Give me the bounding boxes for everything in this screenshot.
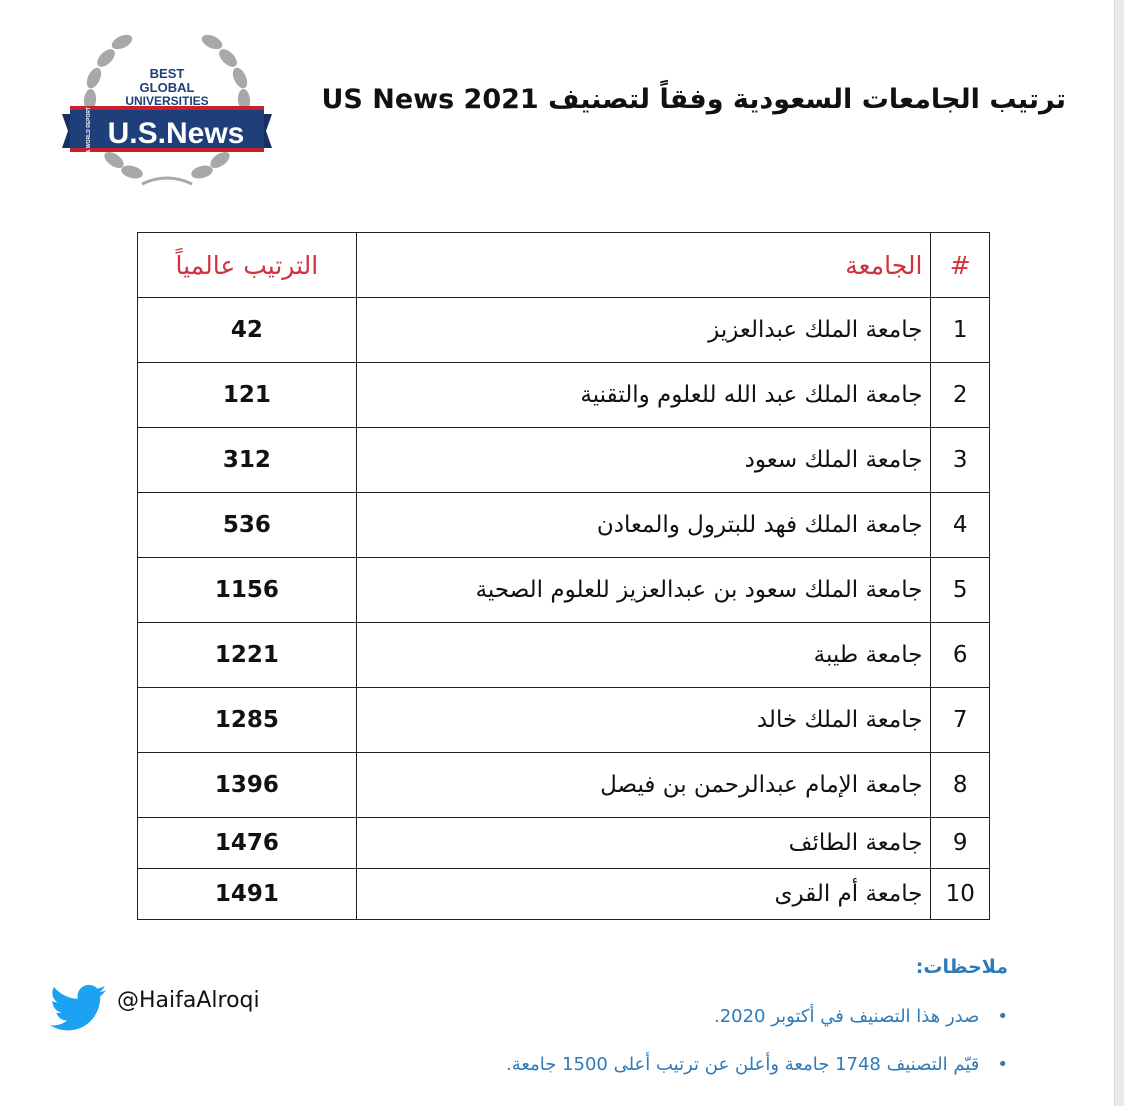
- note-item: [714, 1006, 1008, 1027]
- table-row: [138, 688, 990, 753]
- row-university: جامعة الملك فهد للبترول والمعادن: [356, 493, 931, 558]
- table-row: [138, 298, 990, 363]
- logo-line2: GLOBAL: [139, 80, 195, 95]
- row-university: جامعة الملك خالد: [356, 688, 931, 753]
- note-item: [506, 1054, 1008, 1075]
- table-row: [138, 428, 990, 493]
- notes-title: ملاحظات:: [915, 956, 1008, 978]
- table-row: [138, 753, 990, 818]
- row-num: 9: [931, 818, 990, 869]
- row-rank: 1476: [138, 818, 357, 869]
- row-num: 4: [931, 493, 990, 558]
- row-university: جامعة أم القرى: [356, 869, 931, 920]
- header-rank: الترتيب عالمياً: [138, 233, 357, 298]
- row-num: 6: [931, 623, 990, 688]
- row-rank: 121: [138, 363, 357, 428]
- note-bullet: •: [997, 1006, 1008, 1027]
- window-edge: [1114, 0, 1124, 1106]
- row-university: جامعة طيبة: [356, 623, 931, 688]
- logo-subbrand: & WORLD REPORT: [86, 106, 92, 154]
- row-num: 5: [931, 558, 990, 623]
- table-header-row: [138, 233, 990, 298]
- row-num: 8: [931, 753, 990, 818]
- row-university: جامعة الملك عبد الله للعلوم والتقنية: [356, 363, 931, 428]
- row-rank: 312: [138, 428, 357, 493]
- logo-line1: BEST: [149, 66, 185, 81]
- row-university: جامعة الملك سعود بن عبدالعزيز للعلوم الصحية: [356, 558, 931, 623]
- row-rank: 1156: [138, 558, 357, 623]
- table-row: [138, 558, 990, 623]
- row-rank: 42: [138, 298, 357, 363]
- table-row: [138, 818, 990, 869]
- row-rank: 1491: [138, 869, 357, 920]
- logo-brand: U.S.News: [107, 117, 245, 150]
- note-text: قيّم التصنيف 1748 جامعة وأعلن عن ترتيب أعلى 1500 جامعة.: [506, 1054, 980, 1075]
- table-row: [138, 869, 990, 920]
- twitter-bird-icon: [50, 984, 106, 1032]
- note-bullet: •: [997, 1054, 1008, 1075]
- header-university: الجامعة: [356, 233, 931, 298]
- row-num: 1: [931, 298, 990, 363]
- logo-line3: UNIVERSITIES: [125, 94, 209, 108]
- note-text: صدر هذا التصنيف في أكتوبر 2020.: [713, 1006, 980, 1027]
- row-university: جامعة الملك سعود: [356, 428, 931, 493]
- row-rank: 1221: [138, 623, 357, 688]
- table-row: [138, 493, 990, 558]
- row-num: 2: [931, 363, 990, 428]
- rankings-table: [137, 232, 990, 920]
- table-row: [138, 623, 990, 688]
- row-university: جامعة الإمام عبدالرحمن بن فيصل: [356, 753, 931, 818]
- row-num: 3: [931, 428, 990, 493]
- twitter-handle: @HaifaAlroqi: [117, 988, 260, 1013]
- page-title: ترتيب الجامعات السعودية وفقاً لتصنيف US News 2021: [321, 84, 1066, 115]
- laurel-badge-icon: [62, 22, 272, 200]
- row-university: جامعة الطائف: [356, 818, 931, 869]
- header-num: #: [931, 233, 990, 298]
- row-rank: 536: [138, 493, 357, 558]
- us-news-logo: [62, 22, 272, 200]
- row-rank: 1396: [138, 753, 357, 818]
- row-num: 10: [931, 869, 990, 920]
- row-num: 7: [931, 688, 990, 753]
- table-row: [138, 363, 990, 428]
- row-rank: 1285: [138, 688, 357, 753]
- row-university: جامعة الملك عبدالعزيز: [356, 298, 931, 363]
